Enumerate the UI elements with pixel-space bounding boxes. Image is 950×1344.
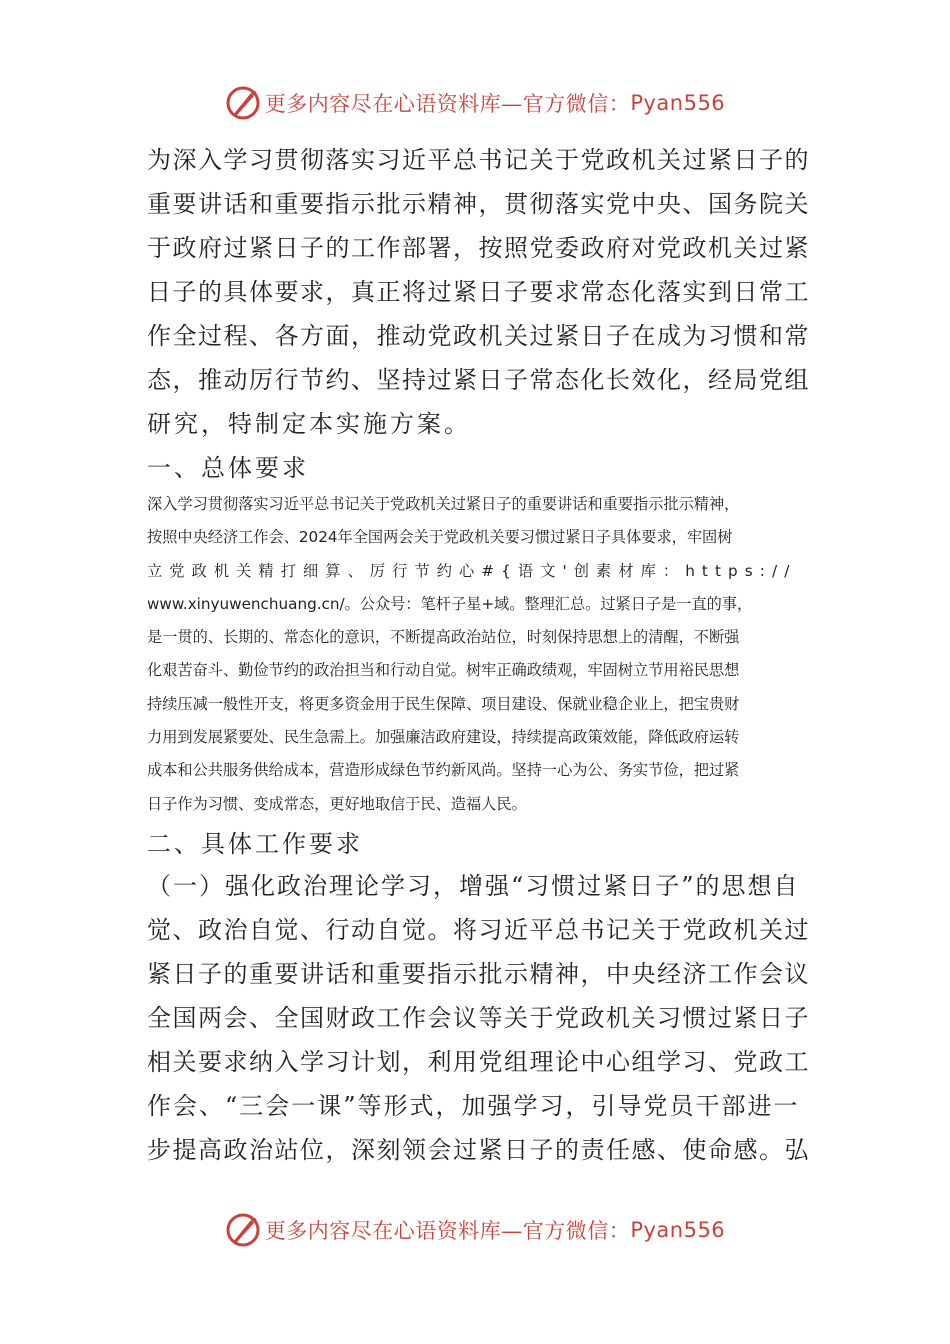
intro-line: 为深入学习贯彻落实习近平总书记关于党政机关过紧日子的 xyxy=(147,146,810,174)
section1-line: 是一贯的、长期的、常态化的意识，不断提高政治站位，时刻保持思想上的清醒，不断强 xyxy=(147,628,740,647)
section2-line: 作会、“三会一课”等形式，加强学习，引导党员干部进一 xyxy=(147,1092,800,1120)
section1-line: 持续压减一般性开支，将更多资金用于民生保障、项目建设、保就业稳企业上，把宝贵财 xyxy=(147,694,740,713)
banner-text: 更多内容尽在心语资料库—官方微信： xyxy=(264,1219,631,1243)
banner-wechat-id: Pyan556 xyxy=(630,1218,726,1242)
section1-paragraph xyxy=(147,488,810,821)
intro-line: 研究，特制定本实施方案。 xyxy=(147,410,471,438)
section-heading-2: 二、具体工作要求 xyxy=(147,830,363,858)
intro-line: 态，推动厉行节约、坚持过紧日子常态化长效化，经局党组 xyxy=(147,366,810,394)
footer-banner xyxy=(0,1210,950,1250)
quill-pen-circle-icon xyxy=(225,85,261,121)
section1-line: 立党政机关精打细算、厉行节约心#{语文'创素材库：https:// xyxy=(147,561,797,580)
section-heading-1: 一、总体要求 xyxy=(147,454,309,482)
section1-line: www.xinyuwenchuang.cn/。公众号：笔杆子星+域。整理汇总。过紧日子是一直的事， xyxy=(147,594,753,613)
section1-line: 力用到发展紧要处、民生急需上。加强廉洁政府建设，持续提高政策效能，降低政府运转 xyxy=(147,728,740,747)
banner-text: 更多内容尽在心语资料库—官方微信： xyxy=(264,92,631,116)
section2-line: （一）强化政治理论学习，增强“习惯过紧日子”的思想自 xyxy=(147,872,800,900)
section1-line: 化艰苦奋斗、勤俭节约的政治担当和行动自觉。树牢正确政绩观，牢固树立节用裕民思想 xyxy=(147,661,740,680)
section2-line: 紧日子的重要讲话和重要指示批示精神，中央经济工作会议 xyxy=(147,960,810,988)
section1-line: 按照中央经济工作会、2024年全国两会关于党政机关要习惯过紧日子具体要求，牢固树 xyxy=(147,528,733,547)
banner-wechat-id: Pyan556 xyxy=(630,91,726,115)
intro-line: 日子的具体要求，真正将过紧日子要求常态化落实到日常工 xyxy=(147,278,810,306)
intro-line: 于政府过紧日子的工作部署，按照党委政府对党政机关过紧 xyxy=(147,234,810,262)
section1-line: 成本和公共服务供给成本，营造形成绿色节约新风尚。坚持一心为公、务实节俭，把过紧 xyxy=(147,761,740,780)
section1-line: 深入学习贯彻落实习近平总书记关于党政机关过紧日子的重要讲话和重要指示批示精神， xyxy=(147,495,740,513)
section2-line: 觉、政治自觉、行动自觉。将习近平总书记关于党政机关过 xyxy=(147,916,810,944)
header-banner xyxy=(0,83,950,123)
section2-line: 相关要求纳入学习计划，利用党组理论中心组学习、党政工 xyxy=(147,1048,810,1076)
section1-line: 日子作为习惯、变成常态，更好地取信于民、造福人民。 xyxy=(147,794,527,813)
intro-line: 重要讲话和重要指示批示精神，贯彻落实党中央、国务院关 xyxy=(147,190,810,218)
section2-line: 全国两会、全国财政工作会议等关于党政机关习惯过紧日子 xyxy=(147,1004,810,1032)
intro-line: 作全过程、各方面，推动党政机关过紧日子在成为习惯和常 xyxy=(147,322,810,350)
quill-pen-circle-icon xyxy=(225,1212,261,1248)
section2-line: 步提高政治站位，深刻领会过紧日子的责任感、使命感。弘 xyxy=(147,1136,810,1164)
